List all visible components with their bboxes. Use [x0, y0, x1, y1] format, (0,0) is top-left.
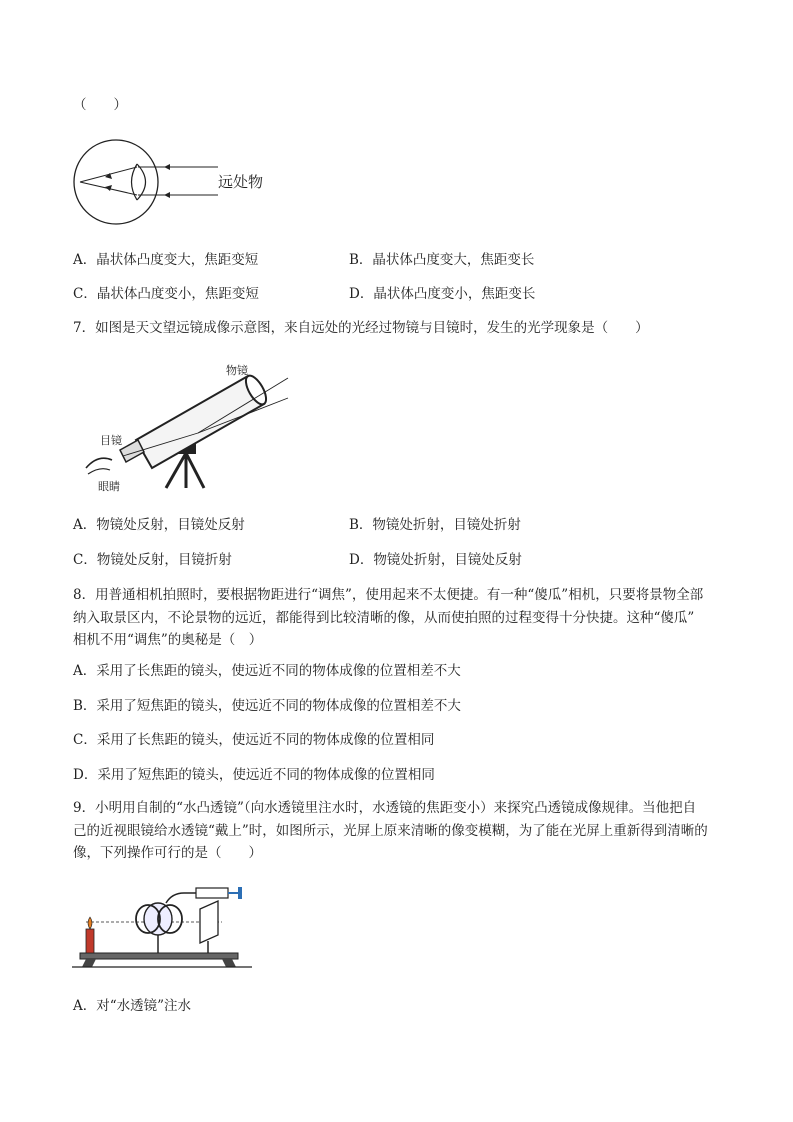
q7-option-b: B．物镜处折射，目镜处折射 — [349, 517, 521, 533]
q9-stem-line3: 像，下列操作可行的是（ ） — [73, 845, 262, 861]
q9-option-a: A．对“水透镜”注水 — [73, 998, 192, 1014]
q7-option-d: D．物镜处折射，目镜处反射 — [349, 552, 522, 568]
q9-stem-line1: 9．小明用自制的“水凸透镜”（向水透镜里注水时，水透镜的焦距变小）来探究凸透镜成像规律。当他把自 — [73, 800, 697, 816]
q6-option-c: C．晶状体凸度变小，焦距变短 — [73, 286, 259, 302]
objective-lens-label: 物镜 — [226, 364, 248, 377]
q9-stem-line2: 己的近视眼镜给水透镜“戴上”时，如图所示，光屏上原来清晰的像变模糊，为了能在光屏上重新得到清晰的 — [73, 823, 708, 839]
q7-stem: 7．如图是天文望远镜成像示意图，来自远处的光经过物镜与目镜时，发生的光学现象是（ ） — [73, 320, 649, 336]
q8-stem-line1: 8．用普通相机拍照时，要根据物距进行“调焦”，使用起来不太便捷。有一种“傻瓜”相机，只要将景物全部 — [73, 587, 704, 603]
q8-option-b: B．采用了短焦距的镜头，使远近不同的物体成像的位置相差不大 — [73, 698, 461, 714]
q6-option-d: D．晶状体凸度变小，焦距变长 — [349, 286, 536, 302]
q8-stem-line3: 相机不用“调焦”的奥秘是（ ） — [73, 632, 263, 648]
q8-option-a: A．采用了长焦距的镜头，使远近不同的物体成像的位置相差不大 — [73, 663, 461, 679]
eye-diagram — [70, 135, 300, 230]
q6-option-a: A．晶状体凸度变大，焦距变短 — [73, 252, 259, 268]
q7-option-a: A．物镜处反射，目镜处反射 — [73, 517, 245, 533]
eye-label: 眼睛 — [98, 480, 120, 493]
q6-bracket: （ ） — [73, 97, 127, 113]
q6-option-b: B．晶状体凸度变大，焦距变长 — [349, 252, 535, 268]
q8-option-c: C．采用了长焦距的镜头，使远近不同的物体成像的位置相同 — [73, 732, 435, 748]
q7-option-c: C．物镜处反射，目镜折射 — [73, 552, 232, 568]
eyepiece-label: 目镜 — [100, 434, 122, 447]
telescope-diagram — [78, 358, 298, 498]
q8-option-d: D．采用了短焦距的镜头，使远近不同的物体成像的位置相同 — [73, 767, 435, 783]
far-object-label: 远处物 — [218, 173, 264, 191]
q8-stem-line2: 纳入取景区内，不论景物的远近，都能得到比较清晰的像，从而使拍照的过程变得十分快捷。这种“傻瓜” — [73, 610, 695, 626]
water-lens-apparatus-diagram — [72, 885, 252, 970]
